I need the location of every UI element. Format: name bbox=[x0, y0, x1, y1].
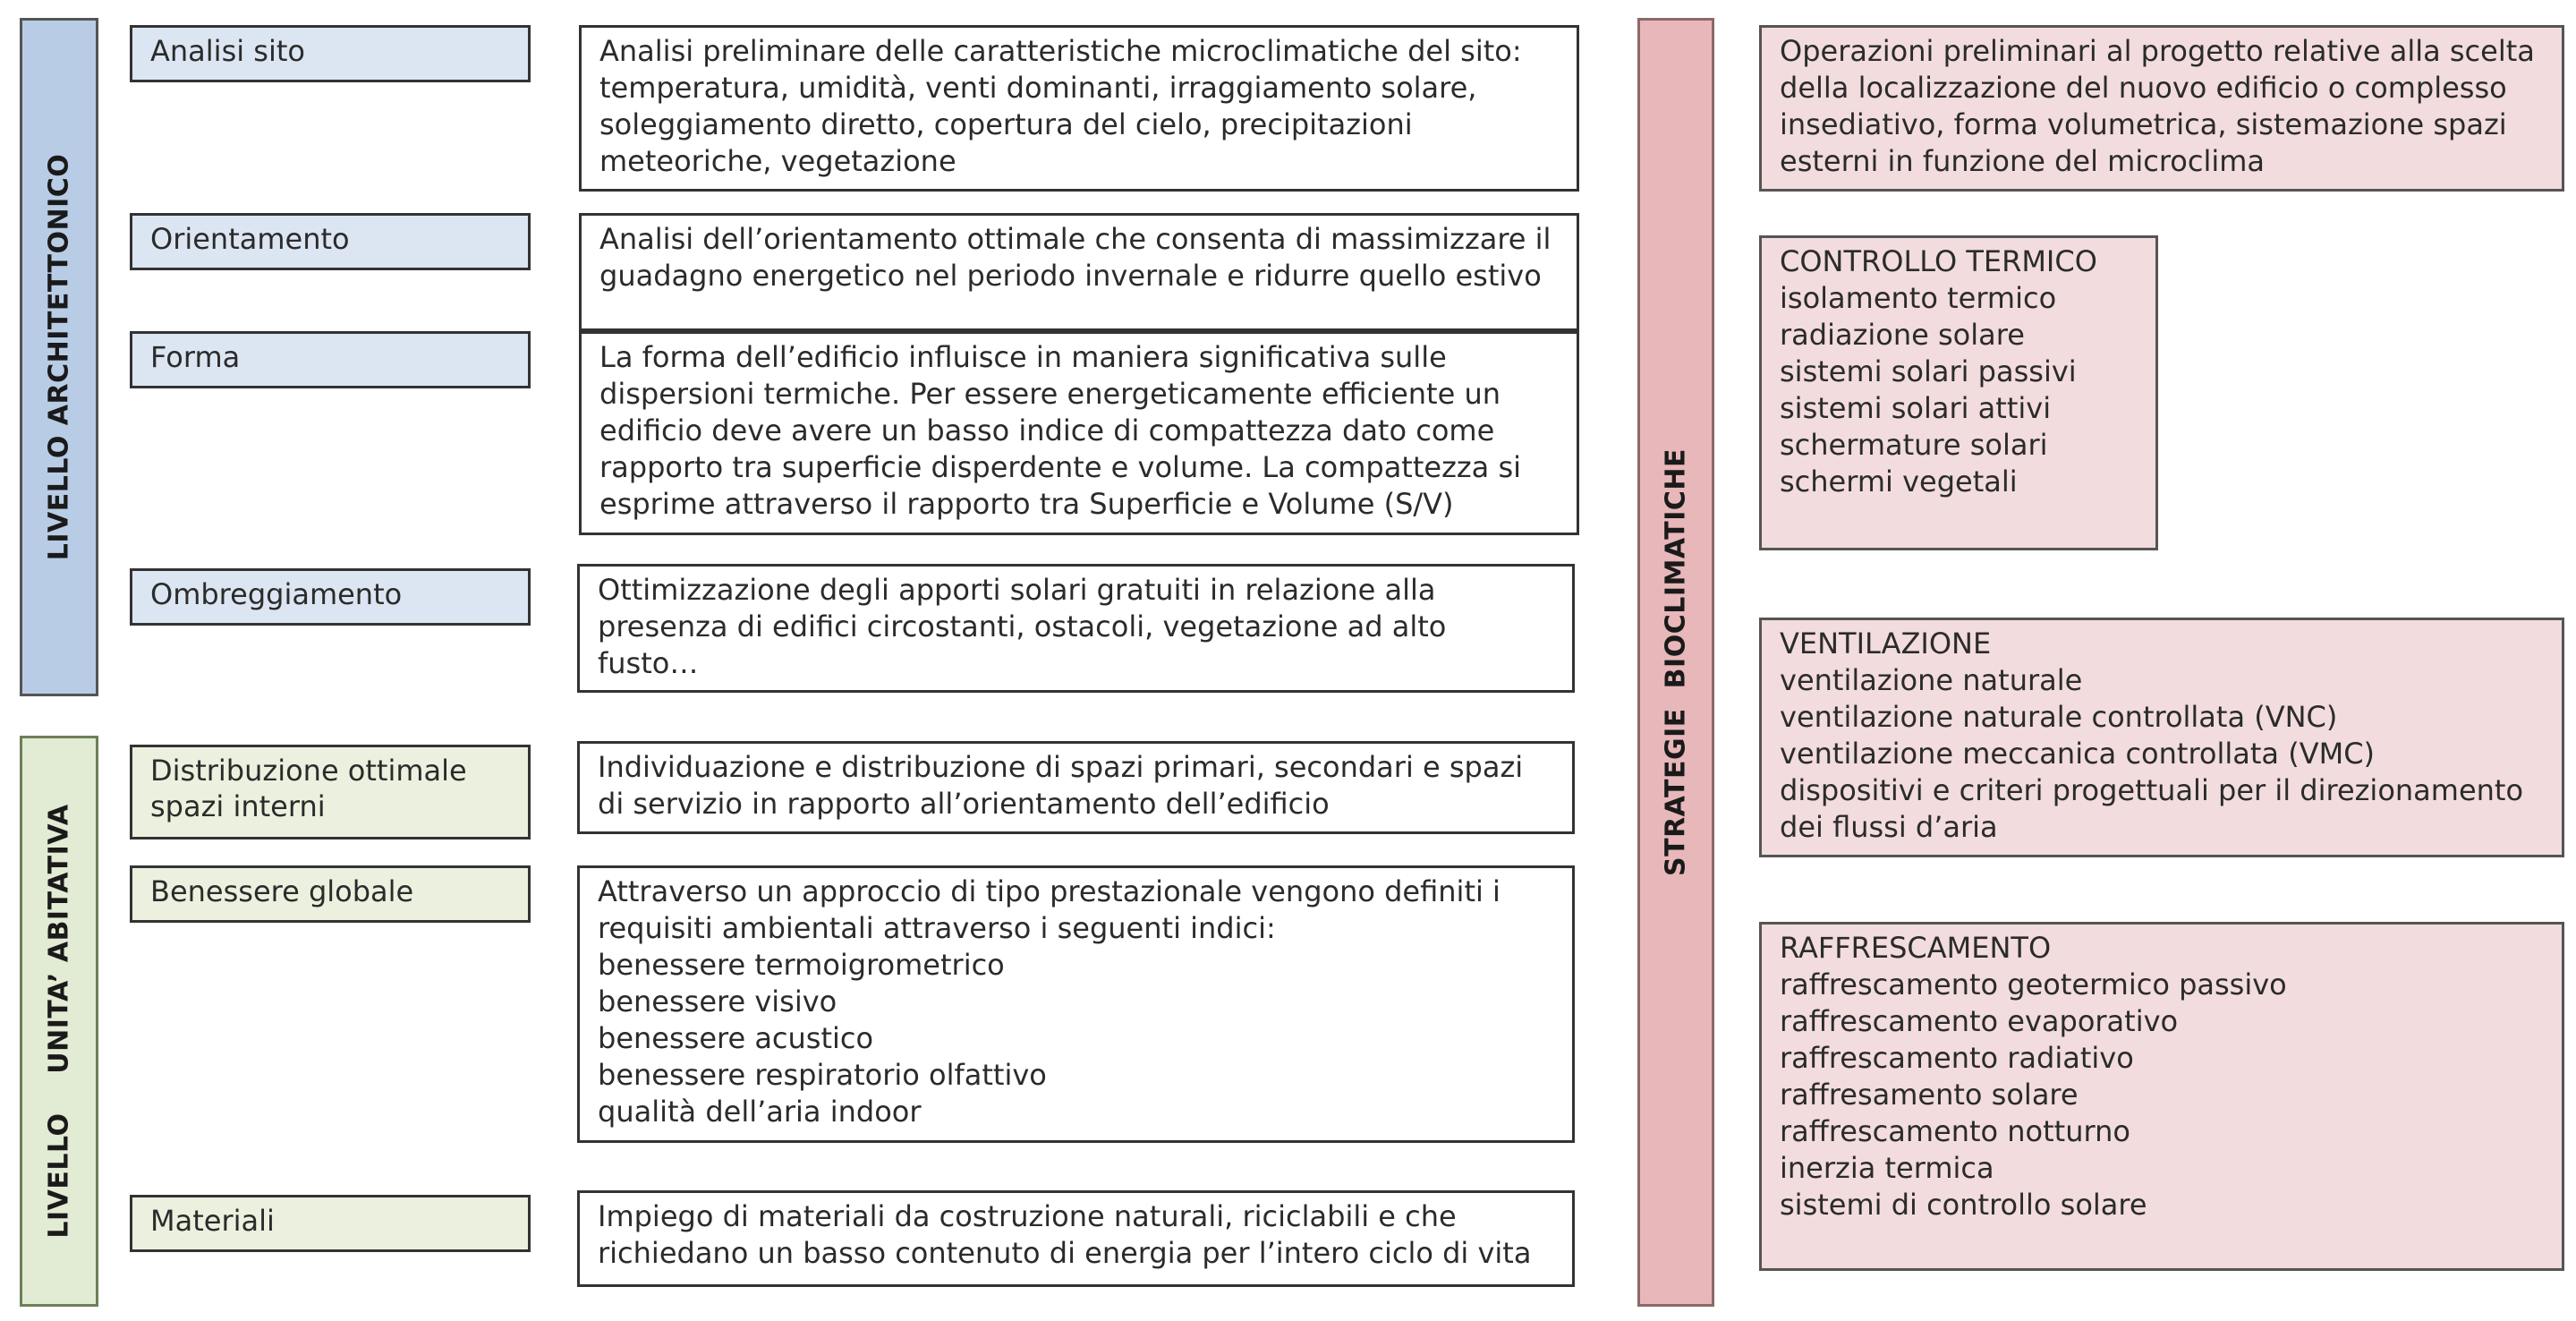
label-text: Materiali bbox=[150, 1204, 275, 1238]
label-distribuzione bbox=[130, 745, 531, 839]
cooling-item: inerzia termica bbox=[1780, 1151, 1994, 1185]
label-text: Orientamento bbox=[150, 222, 350, 256]
label-materiali bbox=[130, 1195, 531, 1252]
desc-text: La forma dell’edificio influisce in maniera significativa sulle dispersioni termiche. Per essere energeticamente efficiente un edificio deve avere un basso indice di compattezza dato come rapporto tra superficie disperdente e volume. La compattezza si esprime attraverso il rapporto tra Superficie e Volume (S/V) bbox=[599, 340, 1522, 521]
strategies-label: STRATEGIE BIOCLIMATICHE bbox=[1660, 448, 1692, 876]
desc-analisi-sito bbox=[579, 25, 1579, 192]
strategies-intro-box bbox=[1759, 25, 2564, 192]
ventilation-item: ventilazione naturale controllata (VNC) bbox=[1780, 700, 2338, 734]
desc-text: Analisi dell’orientamento ottimale che consenta di massimizzare il guadagno energetico nel periodo invernale e ridurre quello estivo bbox=[599, 222, 1552, 293]
cooling-item: raffrescamento geotermico passivo bbox=[1780, 967, 2287, 1001]
desc-ombreggiamento bbox=[577, 564, 1575, 693]
desc-intro: Attraverso un approccio di tipo prestazionale vengono definiti i requisiti ambientali attraverso i seguenti indici: bbox=[598, 874, 1501, 945]
cooling-item: sistemi di controllo solare bbox=[1780, 1188, 2147, 1222]
thermal-item: sistemi solari attivi bbox=[1780, 391, 2052, 425]
label-analisi-sito bbox=[130, 25, 531, 82]
wellbeing-item: benessere acustico bbox=[598, 1021, 874, 1055]
thermal-item: sistemi solari passivi bbox=[1780, 354, 2077, 388]
cooling-title: RAFFRESCAMENTO bbox=[1780, 931, 2052, 965]
label-forma bbox=[130, 331, 531, 388]
wellbeing-item: benessere termoigrometrico bbox=[598, 948, 1005, 982]
ventilation-item: ventilazione naturale bbox=[1780, 663, 2083, 697]
desc-benessere-globale bbox=[577, 865, 1575, 1143]
label-orientamento bbox=[130, 213, 531, 270]
thermal-item: isolamento termico bbox=[1780, 281, 2057, 315]
cooling-item: raffrescamento notturno bbox=[1780, 1114, 2130, 1148]
cooling-item: raffrescamento evaporativo bbox=[1780, 1004, 2179, 1038]
architectural-level-label: LIVELLO ARCHITETTONICO bbox=[43, 153, 75, 561]
cooling-item: raffresamento solare bbox=[1780, 1078, 2079, 1112]
desc-text: Analisi preliminare delle caratteristiche microclimatiche del sito: temperatura, umidità, venti dominanti, irraggiamento solare, soleggiamento diretto, copertura del cielo, precipitazioni meteoriche, vegetazione bbox=[599, 34, 1522, 178]
thermal-item: radiazione solare bbox=[1780, 318, 2025, 352]
unit-level-bar bbox=[20, 736, 98, 1307]
desc-text: Individuazione e distribuzione di spazi primari, secondari e spazi di servizio in rapporto all’orientamento dell’edificio bbox=[598, 750, 1524, 821]
ventilation-item: dispositivi e criteri progettuali per il direzionamento dei flussi d’aria bbox=[1780, 773, 2524, 844]
label-text: Forma bbox=[150, 340, 241, 374]
thermal-control-title: CONTROLLO TERMICO bbox=[1780, 244, 2097, 278]
label-benessere-globale bbox=[130, 865, 531, 923]
label-text: Benessere globale bbox=[150, 874, 414, 908]
desc-text: Ottimizzazione degli apporti solari gratuiti in relazione alla presenza di edifici circostanti, ostacoli, vegetazione ad alto fusto… bbox=[598, 573, 1447, 680]
ventilation-title: VENTILAZIONE bbox=[1780, 626, 1992, 660]
wellbeing-item: qualità dell’aria indoor bbox=[598, 1095, 922, 1129]
unit-level-label: LIVELLO UNITA’ ABITATIVA bbox=[43, 804, 75, 1239]
wellbeing-item: benessere respiratorio olfattivo bbox=[598, 1058, 1047, 1092]
architectural-level-bar bbox=[20, 18, 98, 696]
cooling-item: raffrescamento radiativo bbox=[1780, 1041, 2134, 1075]
ventilation-box bbox=[1759, 618, 2564, 857]
desc-text: Impiego di materiali da costruzione naturali, riciclabili e che richiedano un basso contenuto di energia per l’intero ciclo di vita bbox=[598, 1199, 1532, 1270]
thermal-item: schermature solari bbox=[1780, 428, 2048, 462]
label-text: Distribuzione ottimale spazi interni bbox=[150, 754, 467, 823]
desc-materiali bbox=[577, 1190, 1575, 1287]
thermal-item: schermi vegetali bbox=[1780, 464, 2018, 499]
strategies-bar bbox=[1637, 18, 1714, 1307]
wellbeing-item: benessere visivo bbox=[598, 984, 837, 1018]
label-ombreggiamento bbox=[130, 568, 531, 626]
ventilation-item: ventilazione meccanica controllata (VMC) bbox=[1780, 737, 2376, 771]
label-text: Analisi sito bbox=[150, 34, 305, 68]
desc-orientamento bbox=[579, 213, 1579, 331]
thermal-control-box bbox=[1759, 235, 2158, 550]
desc-forma bbox=[579, 331, 1579, 535]
desc-distribuzione bbox=[577, 741, 1575, 834]
cooling-box bbox=[1759, 922, 2564, 1271]
strategies-intro-text: Operazioni preliminari al progetto relative alla scelta della localizzazione del nuovo edificio o complesso insediativo, forma volumetrica, sistemazione spazi esterni in funzione del microclima bbox=[1780, 34, 2535, 178]
label-text: Ombreggiamento bbox=[150, 577, 403, 611]
